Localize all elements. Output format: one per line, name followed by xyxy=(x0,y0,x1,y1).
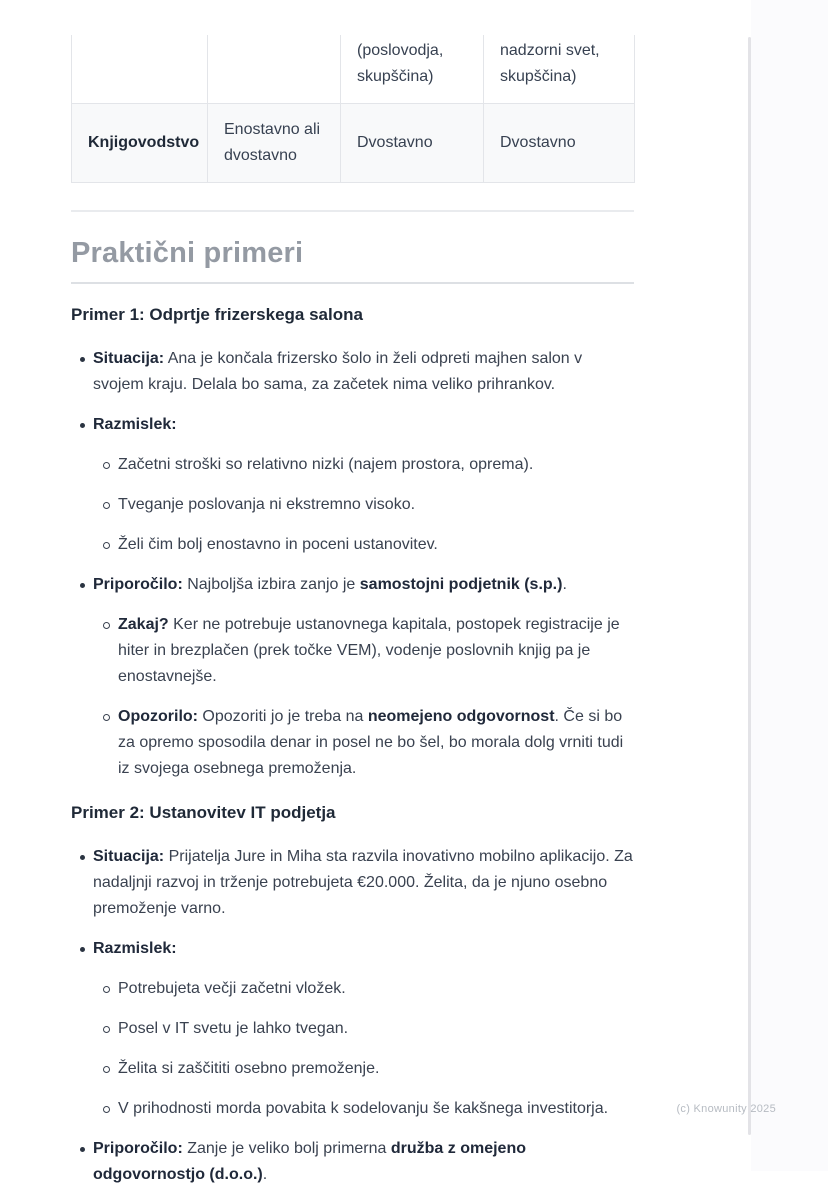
list-item-text: Zakaj? Ker ne potrebuje ustanovnega kapitala, postopek registracije je hiter in brezplačen (prek točke VEM), vodenje poslovnih knjig pa je enostavnejše. xyxy=(118,615,620,685)
bullet-icon xyxy=(80,947,85,952)
bullet-icon xyxy=(80,1147,85,1152)
list-item-text: Želita si zaščititi osebno premoženje. xyxy=(118,1059,380,1077)
list-item xyxy=(71,936,634,962)
bullet-icon xyxy=(80,357,85,362)
section-divider xyxy=(71,210,634,212)
list-item-text: Situacija: Ana je končala frizersko šolo in želi odpreti majhen salon v svojem kraju. Delala bo sama, za začetek nima veliko prihrankov. xyxy=(93,349,583,393)
list-item-text: V prihodnosti morda povabita k sodelovanju še kakšnega investitorja. xyxy=(118,1099,609,1117)
list-item xyxy=(71,572,634,598)
sub-list-item xyxy=(71,1056,634,1082)
bullet-list-primer-1 xyxy=(71,346,634,782)
sub-list-item xyxy=(71,704,634,782)
section-title-primer-1: Primer 1: Odprtje frizerskega salona xyxy=(71,304,363,324)
sub-list-item xyxy=(71,976,634,1002)
circle-bullet-icon xyxy=(103,622,110,629)
bullet-list-primer-2 xyxy=(71,844,634,1188)
table-cell: Dvostavno xyxy=(341,103,484,182)
list-item-text: Situacija: Prijatelja Jure in Miha sta razvila inovativno mobilno aplikacijo. Za nadaljnji razvoj in trženje potrebujeta €20.000. Želita, da je njuno osebno premoženje varno. xyxy=(93,847,633,917)
bullet-icon xyxy=(80,855,85,860)
bullet-icon xyxy=(80,423,85,428)
table-cell: (poslovodja, skupščina) xyxy=(341,35,484,103)
sub-list-item xyxy=(71,532,634,558)
circle-bullet-icon xyxy=(103,462,110,469)
sub-list-item xyxy=(71,1016,634,1042)
list-item xyxy=(71,346,634,398)
circle-bullet-icon xyxy=(103,1026,110,1033)
circle-bullet-icon xyxy=(103,1106,110,1113)
table-cell: Dvostavno xyxy=(484,103,635,182)
sub-list-item xyxy=(71,612,634,690)
table-row xyxy=(72,35,635,103)
document-page xyxy=(71,35,634,1202)
circle-bullet-icon xyxy=(103,502,110,509)
list-item xyxy=(71,1136,634,1188)
list-item-text: Razmislek: xyxy=(93,415,177,433)
section-title-primer-2: Primer 2: Ustanovitev IT podjetja xyxy=(71,802,336,822)
copyright-watermark: (c) Knowunity 2025 xyxy=(676,1103,776,1115)
table-cell xyxy=(72,35,208,103)
circle-bullet-icon xyxy=(103,714,110,721)
list-item-text: Tveganje poslovanja ni ekstremno visoko. xyxy=(118,495,416,513)
sub-list-item xyxy=(71,452,634,478)
sub-list-item xyxy=(71,1096,634,1122)
page-right-gutter xyxy=(751,0,828,1171)
list-item-text: Potrebujeta večji začetni vložek. xyxy=(118,979,346,997)
bullet-icon xyxy=(80,583,85,588)
list-item xyxy=(71,844,634,922)
sub-list-item xyxy=(71,492,634,518)
page-title: Praktični primeri xyxy=(71,237,634,284)
list-item-text: Razmislek: xyxy=(93,939,177,957)
scrollbar[interactable] xyxy=(748,37,751,1135)
circle-bullet-icon xyxy=(103,542,110,549)
comparison-table xyxy=(71,35,635,183)
list-item-text: Priporočilo: Najboljša izbira zanjo je samostojni podjetnik (s.p.). xyxy=(93,575,567,593)
list-item xyxy=(71,412,634,438)
table-cell: Enostavno ali dvostavno xyxy=(208,103,341,182)
list-item-text: Posel v IT svetu je lahko tvegan. xyxy=(118,1019,349,1037)
circle-bullet-icon xyxy=(103,986,110,993)
table-cell xyxy=(208,35,341,103)
table-row xyxy=(72,103,635,182)
list-item-text: Začetni stroški so relativno nizki (najem prostora, oprema). xyxy=(118,455,534,473)
circle-bullet-icon xyxy=(103,1066,110,1073)
table-row-header-cell: Knjigovodstvo xyxy=(72,103,208,182)
list-item-text: Opozorilo: Opozoriti jo je treba na neomejeno odgovornost. Če si bo za opremo sposodila denar in posel ne bo šel, bo morala dolg vrniti tudi iz svojega osebnega premoženja. xyxy=(118,707,624,777)
list-item-text: Priporočilo: Zanje je veliko bolj primerna družba z omejeno odgovornostjo (d.o.o.). xyxy=(93,1139,526,1183)
table-cell: nadzorni svet, skupščina) xyxy=(484,35,635,103)
list-item-text: Želi čim bolj enostavno in poceni ustanovitev. xyxy=(118,535,438,553)
